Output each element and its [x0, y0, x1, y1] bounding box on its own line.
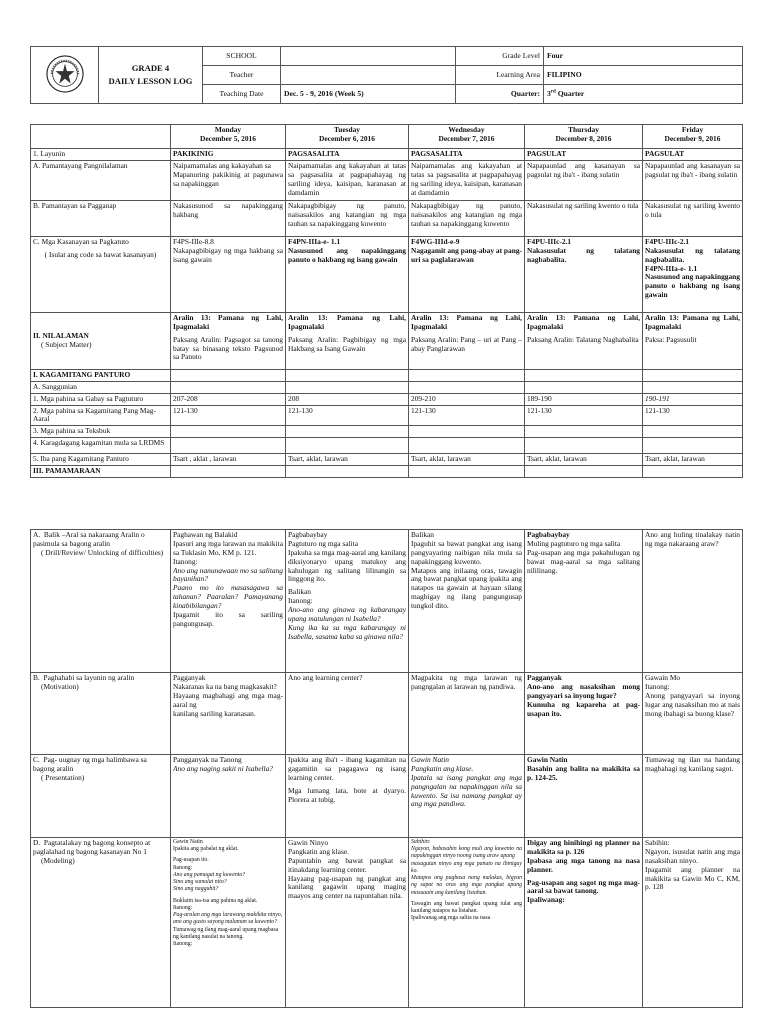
quarter-label: Quarter:	[456, 85, 544, 104]
modeling-tuesday: Gawin Ninyo Pangkatin ang klase. Papuntahin ang bawat pangkat sa itinakdang learning center. Hayaang pag-usapan ng pangkat ang kanilang gagawin upang maging maayos ang center na napuntahan nila.	[286, 838, 409, 1008]
skill-monday: PAKIKINIG	[171, 149, 286, 161]
presentation-monday: Pangganyak na Tanong Ano ang naging sakit ni Isabella?	[171, 755, 286, 838]
presentation-wednesday: Gawin Natin Pangkatin ang klase. Ipatala sa isang pangkat ang mga pangngalan na napakinggan nila sa kuwento. Sa isa namang pangkat ay ang mga pandiwa.	[409, 755, 525, 838]
content-friday: Aralin 13: Pamana ng Lahi, Ipagmalaki Paksa: Pagsusulit	[643, 312, 743, 369]
gabay-wednesday: 209-210	[409, 393, 525, 405]
motivation-tuesday: Ano ang learning center?	[286, 673, 409, 755]
balik-aral-label: A. Balik –Aral sa nakaraang Aralin o pasimula sa bagong aralin ( Drill/Review/ Unlocking of difficulties)	[31, 530, 171, 673]
modeling-thursday: Ibigay ang hinihingi ng planner na makikita sa p. 126 Ipabasa ang mga tanong na nasa planner. Pag-usapan ang sagot ng mga mag-aaral sa bawat tanong. Ipaliwanag:	[525, 838, 643, 1008]
day-header-tuesday: Tuesday December 6, 2016	[286, 125, 409, 149]
motivation-thursday: Pagganyak Ano-ano ang nasaksihan mong pangyayari sa inyong lugar? Kumuha ng kapareha at pag-usapan ito.	[525, 673, 643, 755]
lrdms-label: 4. Karagdagang kagamitan mula sa LRDMS	[31, 438, 171, 454]
content-standard-thursday: Napapaunlad ang kasanayan sa pagsulat ng iba't - ibang sulatin	[525, 160, 643, 200]
presentation-tuesday: Ipakita ang iba't - ibang kagamitan na gagamitin sa pagagawa ng isang learning center. Mga lumang lata, bote at dyaryo. Plorera at tubig.	[286, 755, 409, 838]
log-title	[99, 47, 203, 104]
competency-friday: F4PU-IIIc-2.1 Nakasusulat ng talatang nagbabalita. F4PN-IIIa-e- 1.1 Nasusunod ang napakinggang panuto o hakbang ng isang gawain	[643, 236, 743, 312]
skill-thursday: PAGSULAT	[525, 149, 643, 161]
kagamitan-monday: 121-130	[171, 405, 286, 426]
balik-aral-monday: Paghawan ng Balakid Ipasuri ang mga larawan na makikita sa Tuklasin Mo, KM p. 121. Itanong: Ano ang nanunawaan mo sa salitang bayanihan? Paano mo ito masasagawa sa tahanan? Paaralan? Pamayanang kinabibilangan? Ipagamit ito sa sariling pangungusap.	[171, 530, 286, 673]
iba-wednesday: Tsart, aklat, larawan	[409, 454, 525, 466]
presentation-friday: Tumawag ng ilan na handang magbahagi ng kanilang sagot.	[643, 755, 743, 838]
motivation-friday: Gawain Mo Itanong: Anong pangyayari sa inyong lugar ang nasaksihan mo at nais mong ibahagi sa buong klase?	[643, 673, 743, 755]
kagamitang-panturo-label: I. KAGAMITANG PANTURO	[31, 369, 171, 381]
kagamitan-friday: 121-130	[643, 405, 743, 426]
gabay-monday: 207-208	[171, 393, 286, 405]
competency-thursday: F4PU-IIIc-2.1 Nakasusulat ng talatang nagbabalita.	[525, 236, 643, 312]
procedure-table	[30, 529, 743, 1008]
balik-aral-tuesday: Pagbabaybay Pagtuturo ng mga salita Ipakuha sa mga mag-aaral ang kanilang diksiyonaryo upang matukoy ang kahulugan ng salitang lilinangin sa linggong ito. Balikan Itanong: Ano-ano ang ginawa ng kabarangay upang matulungan ni Isabella? Kung ika ka sa mga kabarangay ni Isabella, sasama kaba sa ginawa nila?	[286, 530, 409, 673]
competency-monday: F4PS-IIIe-8.8 Nakapagbibigay ng mga hakbang sa isang gawain	[171, 236, 286, 312]
teksbuk-label: 3. Mga pahina sa Teksbuk	[31, 426, 171, 438]
skill-tuesday: PAGSASALITA	[286, 149, 409, 161]
corner-cell	[31, 125, 171, 149]
header-table	[30, 46, 743, 104]
gabay-tuesday: 208	[286, 393, 409, 405]
teacher-label: Teacher	[203, 66, 281, 85]
kagamitan-tuesday: 121-130	[286, 405, 409, 426]
content-standard-monday: Naipamamalas ang kakayahan sa Mapanuring pakikinig at pagunawa sa napakinggan	[171, 160, 286, 200]
teaching-date-field[interactable]: Dec. 5 - 9, 2016 (Week 5)	[281, 85, 456, 104]
quarter-number: 3	[547, 89, 551, 99]
paghahabi-label: B. Paghahabi sa layunin ng aralin (Motivation)	[31, 673, 171, 755]
motivation-wednesday: Magpakita ng mga larawan ng pangngalan at larawan ng pandiwa.	[409, 673, 525, 755]
quarter-word: Quarter	[555, 89, 585, 99]
iba-pang-kagamitan-label: 5. Iba pang Kagamitang Panturo	[31, 454, 171, 466]
grade-level-label: Grade Level	[456, 47, 544, 66]
performance-standard-tuesday: Nakapagbibigay ng panuto, naisasakilos ang katangian ng mga tauhan sa napakinggang kuwento	[286, 200, 409, 236]
quarter-suffix: rd	[550, 89, 556, 95]
content-monday: Aralin 13: Pamana ng Lahi, Ipagmalaki Paksang Aralin: Pagsagot sa tanong batay sa binasang teksto Pagsunod sa Panuto	[171, 312, 286, 369]
day-header-friday: Friday December 9, 2016	[643, 125, 743, 149]
quarter-field[interactable]	[544, 85, 743, 104]
objectives-table	[30, 124, 743, 478]
layunin-label: 1. Layunin	[31, 149, 171, 161]
grade-level-field[interactable]: Four	[544, 47, 743, 66]
pamantayan-pagganap-label: B. Pamantayan sa Pagganap	[31, 200, 171, 236]
school-label: SCHOOL	[203, 47, 281, 66]
teaching-date-label: Teaching Date	[203, 85, 281, 104]
gabay-friday: 190-191	[643, 393, 743, 405]
presentation-thursday: Gawin Natin Basahin ang balita na makikita sa p. 124-25.	[525, 755, 643, 838]
iba-thursday: Tsart, aklat, larawan	[525, 454, 643, 466]
performance-standard-monday: Nakasusunod sa napakinggang hakbang	[171, 200, 286, 236]
school-field[interactable]	[281, 47, 456, 66]
content-standard-wednesday: Naipamamalas ang kakayahan at tatas sa pagsasalita at pagpapahayag ng sariling ideya, kaisipan, karanasan at damdamin	[409, 160, 525, 200]
gabay-thursday: 189-190	[525, 393, 643, 405]
pagtatalakay-label: D. Pagtatalakay ng bagong konsepto at paglalahad ng bagong kasanayan No 1 (Modeling)	[31, 838, 171, 1008]
day-header-thursday: Thursday December 8, 2016	[525, 125, 643, 149]
kasanayan-label: C. Mga Kasanayan sa Pagkatuto ( Isulat ang code sa bawat kasanayan)	[31, 236, 171, 312]
modeling-wednesday: Sabihin: Ngayon, babasahin kong muli ang kuwento na napakinggan ninyo noong isang araw upang masagutan ninyo ang mga panuto na ibinigay ko. Matapos ang pagbasa nang malakas, bigyan ng sapat na oras ang mga pangkat upang masuaain ang kanilang listahan. Tawagin ang bawat pangkat upang iulat ang kanilang natapos na listahan. Ipaliwanag ang mga salita na nasa	[409, 838, 525, 1008]
gabay-label: 1. Mga pahina sa Gabay sa Pagtuturo	[31, 393, 171, 405]
pamamaraan-label: III. PAMAMARAAN	[31, 466, 171, 478]
kagamitan-thursday: 121-130	[525, 405, 643, 426]
balik-aral-wednesday: Balikan Ipaguhit sa bawat pangkat ang isang pangyayaring naibigan nila mula sa napakinggang kuwento. Matapos ang inilaang oras, tawagin ang bawat pangkat upang ipakita ang natapos na gawain at hayaan silang magbigay ng ilang pangungusap tungkol dito.	[409, 530, 525, 673]
iba-friday: Tsart, aklat, larawan	[643, 454, 743, 466]
content-standard-friday: Napapaunlad ang kasanayan sa pagsulat ng iba't - ibang sulatin	[643, 160, 743, 200]
pamantayang-pangnilalaman-label: A. Pamantayang Pangnilalaman	[31, 160, 171, 200]
modeling-monday: Gawin Natin Ipakita ang pabalat ng aklat. Pag-usapan ito. Itanong: Ano ang pamagat ng kuwento? Sino ang sumulat nito? Sino ang nagguhit? Buklatin isa-isa ang pahina ng aklat. Itanong: Pag-aralan ang mga larawang makikita ninyo, ano ang gusto sayong malaman sa kuwento? Tumawag ng ilang mag-aaral upang magbasa ng kanilang nasulat na tanong. Itanong:	[171, 838, 286, 1008]
content-tuesday: Aralin 13: Pamana ng Lahi, Ipagmalaki Paksang Aralin: Pagbibigay ng mga Hakbang sa Isang Gawain	[286, 312, 409, 369]
nilalaman-label: II. NILALAMAN ( Subject Matter)	[31, 312, 171, 369]
learning-area-label: Learning Area	[456, 66, 544, 85]
title-log: DAILY LESSON LOG	[108, 76, 193, 86]
teacher-field[interactable]	[281, 66, 456, 85]
performance-standard-friday: Nakasusulat ng sariling kwento o tula	[643, 200, 743, 236]
iba-monday: Tsart , aklat , larawan	[171, 454, 286, 466]
modeling-friday: Sabihin: Ngayon, isusulat natin ang mga nasaksihan ninyo. Ipagamit ang planner na makikita sa Gawin Mo C, KM, p. 128	[643, 838, 743, 1008]
content-wednesday: Aralin 13: Pamana ng Lahi, Ipagmalaki Paksang Aralin: Pang – uri at Pang – abay Panglarawan	[409, 312, 525, 369]
competency-wednesday: F4WG-IIId-e-9 Nagagamit ang pang-abay at pang-uri sa paglalarawan	[409, 236, 525, 312]
sanggunian-label: A. Sanggunian	[31, 381, 171, 393]
content-standard-tuesday: Naipamamalas ang kakayahan at tatas sa pagsasalita at pagpapahayag ng sariling ideya, kaisipan, karanasan at damdamin	[286, 160, 409, 200]
pag-uugnay-label: C. Pag- uugnay ng mga halimbawa sa bagong aralin ( Presentation)	[31, 755, 171, 838]
skill-friday: PAGSULAT	[643, 149, 743, 161]
learning-area-field[interactable]: FILIPINO	[544, 66, 743, 85]
competency-tuesday: F4PN-IIIa-e- 1.1 Nasusunod ang napakinggang panuto o hakbang ng isang gawain	[286, 236, 409, 312]
content-thursday: Aralin 13: Pamana ng Lahi, Ipagmalaki Paksang Aralin: Talatang Naghabalita	[525, 312, 643, 369]
deped-seal-icon	[46, 55, 84, 93]
performance-standard-wednesday: Nakapagbibigay ng panuto, naisasakilos ang katangian ng mga tauhan sa napakinggang kuwento	[409, 200, 525, 236]
balik-aral-thursday: Pagbabaybay Muling pagtuturo ng mga salita Pag-usapan ang mga pakahulugan ng bawat mag-aaral sa mga salitang nililinang.	[525, 530, 643, 673]
kagamitang-mag-aaral-label: 2. Mga pahina sa Kagamitang Pang Mag-Aaral	[31, 405, 171, 426]
iba-tuesday: Tsart, aklat, larawan	[286, 454, 409, 466]
deped-seal	[31, 47, 99, 104]
balik-aral-friday: Ano ang huling tinalakay natin ng mga nakaraang araw?	[643, 530, 743, 673]
motivation-monday: Pagganyak Nakaranas ka na bang magkasakit? Hayaang magbahagi ang mga mag-aaral ng kanilang sariling karanasan.	[171, 673, 286, 755]
day-header-wednesday: Wednesday December 7, 2016	[409, 125, 525, 149]
title-grade: GRADE 4	[131, 63, 170, 74]
kagamitan-wednesday: 121-130	[409, 405, 525, 426]
skill-wednesday: PAGSASALITA	[409, 149, 525, 161]
day-header-monday: Monday December 5, 2016	[171, 125, 286, 149]
performance-standard-thursday: Nakasusulat ng sariling kwento o tula	[525, 200, 643, 236]
